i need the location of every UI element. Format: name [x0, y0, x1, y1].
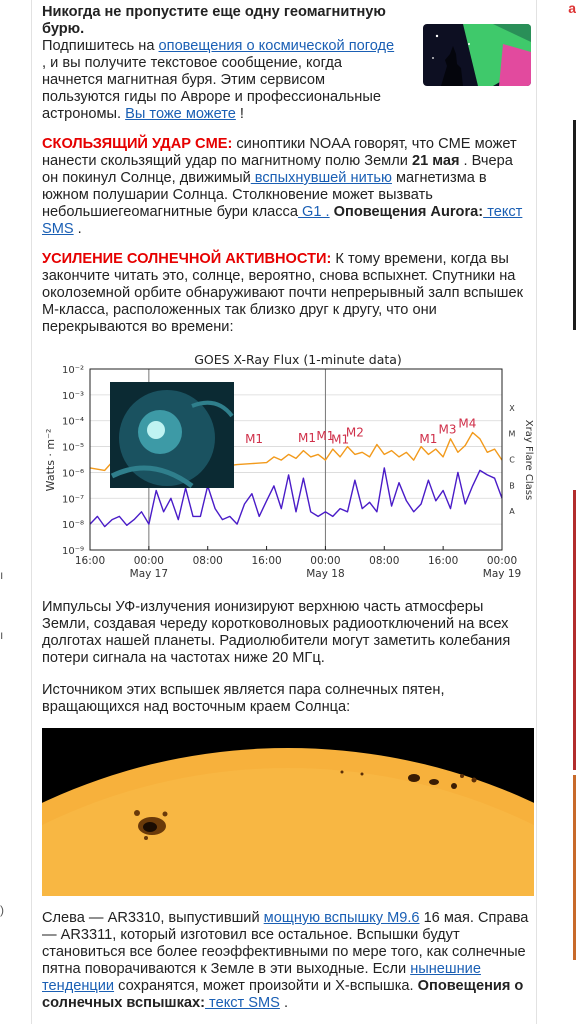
sdo-inset-image	[110, 382, 234, 488]
sidebar-fragment: a	[568, 0, 576, 16]
gutter-mark: ı	[0, 568, 4, 582]
storm-alert-paragraph: Никогда не пропустите еще одну геомагнитную бурю. Подпишитесь на оповещения о космической погоде , и вы получите текстовое сообщение, когда начнется магнитная буря. Этим сервисом пользуются гиды по Авроре и профессиональные астрономы. Вы тоже можете !	[42, 4, 395, 122]
y-tick-label: 10⁻²	[61, 365, 84, 376]
you-can-too-link[interactable]: Вы тоже можете	[125, 106, 236, 122]
g1-link[interactable]: G1 .	[297, 204, 330, 220]
x-tick-label: 16:00	[251, 555, 282, 567]
y-tick-label: 10⁻⁹	[61, 546, 84, 557]
y-tick-label: 10⁻⁶	[61, 468, 84, 480]
flare-class-label: B	[509, 481, 515, 491]
impact-date: 21 мая	[411, 153, 460, 169]
x-tick-label: 00:00	[133, 555, 164, 567]
x-tick-label: 16:00	[428, 555, 459, 567]
x-tick-label: 00:00	[486, 555, 518, 567]
aurora-sms-link[interactable]: текст SMS	[42, 204, 523, 237]
flare-sms-link[interactable]: текст SMS	[205, 995, 280, 1011]
flare-class-label: X	[509, 403, 515, 413]
left-gutter	[0, 0, 32, 1024]
cme-label: СКОЛЬЗЯЩИЙ УДАР CME:	[42, 136, 233, 152]
filament-link[interactable]: вспыхнувшей нитью	[250, 170, 392, 186]
flare-annotation: M1	[316, 428, 335, 443]
flare-annotation: M4	[458, 416, 477, 431]
goes-xray-chart[interactable]	[42, 346, 534, 586]
cme-paragraph: СКОЛЬЗЯЩИЙ УДАР CME: синоптики NOAA говорят, что CME может нанести скользящий удар по магнитному полю Земли 21 мая . Вчера он покинул Солнце, движимый вспыхнувшей нитью магнетизма в южном полушарии Солнца. Столкновение может вызвать небольшиегеомагнитные бури класса G1 . Оповещения Aurora: текст SMS .	[42, 136, 523, 237]
space-weather-alerts-link[interactable]: оповещения о космической погоде	[158, 38, 395, 54]
flare-class-label: M	[508, 429, 516, 439]
y-axis-label: Watts · m⁻²	[44, 428, 57, 492]
y-tick-label: 10⁻⁵	[61, 442, 84, 454]
flare-annotation: M2	[345, 425, 364, 440]
y-tick-label: 10⁻⁸	[61, 520, 84, 532]
right-axis-label: Xray Flare Class	[523, 419, 534, 501]
solar-activity-paragraph: УСИЛЕНИЕ СОЛНЕЧНОЙ АКТИВНОСТИ: К тому времени, когда вы закончите читать это, солнце, вероятно, снова вспыхнет. Спутники на околоземной орбите обнаруживают почти непрерывный залп вспышек M-класса, расположенных так близко друг к другу, что они перекрываются во времени:	[42, 251, 524, 335]
alert-heading: Никогда не пропустите еще одну геомагнитную бурю.	[42, 4, 386, 37]
chart-svg	[42, 346, 534, 586]
flare-annotation: M1	[245, 431, 264, 446]
x-tick-label: 00:00	[310, 555, 341, 567]
m96-flare-link[interactable]: мощную вспышку M9.6	[263, 910, 420, 926]
x-tick-label: 16:00	[74, 555, 106, 567]
flare-annotation: M1	[419, 431, 438, 446]
caption-paragraph: Слева — AR3310, выпустивший мощную вспышку M9.6 16 мая. Справа — AR3311, который изготовил все остальное. Вспышки будут становиться все более геоэффективными по мере того, как солнечные пятна поворачиваются к Земле в эти выходные. Если нынешние тенденции сохранятся, может произойти и X-вспышка. Оповещения о солнечных вспышках: текст SMS .	[42, 910, 529, 1011]
y-tick-label: 10⁻⁷	[61, 494, 84, 506]
source-paragraph: Источником этих вспышек является пара солнечных пятен, вращающихся над восточным краем Солнца:	[42, 682, 445, 715]
x-date-label: May 17	[129, 568, 169, 580]
chart-title: GOES X-Ray Flux (1-minute data)	[194, 352, 402, 367]
flare-annotation: M3	[438, 422, 457, 437]
uv-paragraph: Импульсы УФ-излучения ионизируют верхнюю часть атмосферы Земли, создавая череду коротковолновых радиоотключений на всех долготах нашей планеты. Радиолюбители могут заметить колебания потери сигнала на частотах ниже 20 МГц.	[42, 599, 511, 666]
x-date-label: May 18	[306, 568, 345, 580]
solar-activity-label: УСИЛЕНИЕ СОЛНЕЧНОЙ АКТИВНОСТИ:	[42, 251, 332, 267]
right-sidebar-edge	[536, 0, 576, 1024]
sunspot-image	[42, 728, 534, 896]
y-tick-label: 10⁻⁴	[61, 416, 84, 428]
gutter-mark: ı	[0, 628, 4, 642]
current-trends-link[interactable]: нынешние тенденции	[42, 961, 481, 994]
x-tick-label: 08:00	[369, 555, 400, 567]
flare-annotation: M1	[298, 431, 317, 446]
x-tick-label: 08:00	[192, 555, 223, 567]
flare-class-label: C	[509, 455, 515, 465]
y-tick-label: 10⁻³	[61, 390, 84, 402]
gutter-mark: )	[0, 903, 4, 917]
aurora-alerts-thumbnail[interactable]	[423, 24, 531, 86]
flare-annotation: M1	[331, 432, 350, 447]
flare-class-label: A	[509, 507, 515, 517]
x-date-label: May 19	[482, 568, 522, 580]
